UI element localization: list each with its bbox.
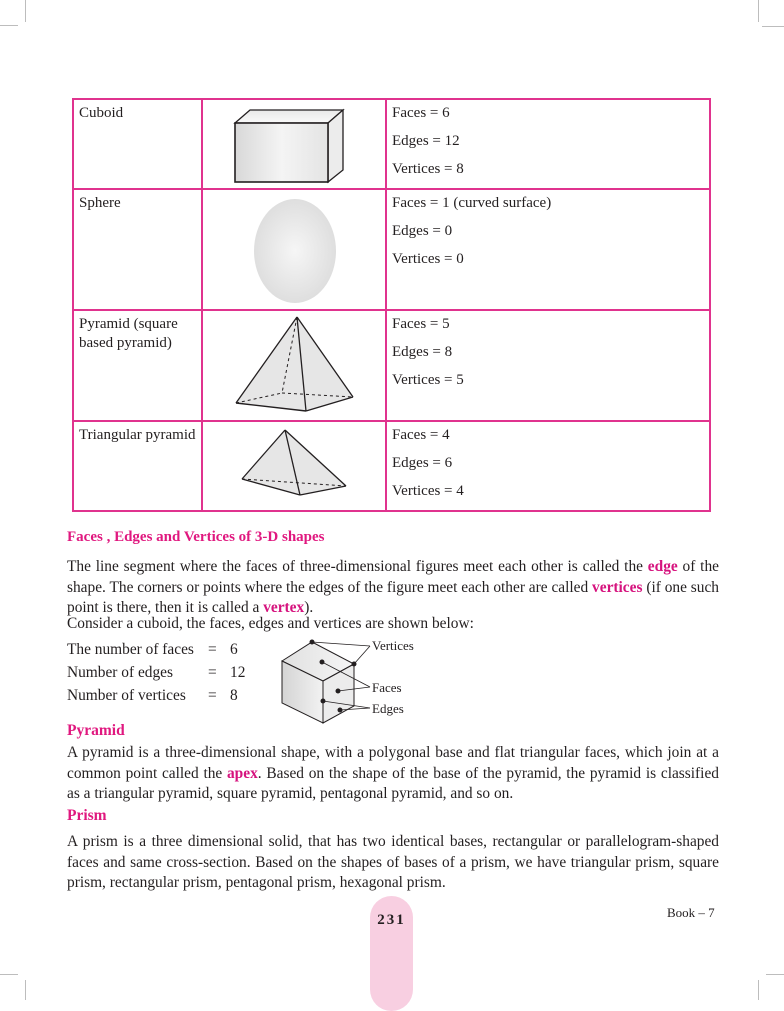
triangular-pyramid-icon	[203, 422, 385, 510]
text: . Based on the shape of the base of the pyramid, the pyramid is classified as a triangular pyramid, square pyramid, pentagonal pyramid, and so on.	[67, 764, 719, 802]
term-vertices: vertices	[592, 578, 643, 596]
text: of the shape. The corners or points where the edges of the figure meet each other are called	[67, 558, 719, 596]
faces-count: Faces = 5	[392, 316, 450, 332]
vertices-callout: Vertices	[372, 638, 414, 653]
edges-callout: Edges	[372, 701, 404, 716]
definition-paragraph	[67, 557, 719, 619]
shape-name: Pyramid (square based pyramid)	[73, 310, 202, 421]
faces-count: Faces = 4	[392, 427, 450, 443]
stat-value: 8	[230, 687, 238, 704]
shapes-table	[72, 98, 711, 512]
labeled-cuboid-diagram	[270, 635, 380, 725]
table-row	[73, 99, 710, 189]
text: The line segment where the faces of three-dimensional figures meet each other is called the	[67, 558, 648, 575]
intro-paragraph: Consider a cuboid, the faces, edges and vertices are shown below:	[67, 615, 474, 632]
page-number: 231	[377, 912, 406, 928]
square-pyramid-icon	[203, 311, 385, 422]
book-label: Book – 7	[667, 905, 715, 920]
pyramid-heading: Pyramid	[67, 722, 125, 739]
term-apex: apex	[226, 764, 258, 782]
vertices-count: Vertices = 4	[392, 483, 464, 499]
stat-label: The number of faces	[67, 641, 194, 658]
crop-mark	[25, 980, 26, 1000]
crop-mark	[766, 974, 784, 975]
table-row	[73, 421, 710, 511]
term-edge: edge	[647, 558, 678, 575]
crop-mark	[758, 980, 759, 1000]
page-number-tab	[370, 896, 413, 1011]
crop-mark	[0, 974, 18, 975]
table-row	[73, 310, 710, 421]
faces-callout: Faces	[372, 680, 402, 695]
pyramid-paragraph	[67, 743, 719, 805]
section-heading: Faces , Edges and Vertices of 3-D shapes	[67, 529, 325, 545]
equals-sign: =	[208, 641, 217, 658]
stat-label: Number of vertices	[67, 687, 186, 704]
vertices-count: Vertices = 0	[392, 251, 464, 267]
crop-mark	[25, 0, 26, 22]
shape-name: Cuboid	[73, 99, 202, 189]
cuboid-figure	[202, 99, 386, 189]
shape-name: Triangular pyramid	[73, 421, 202, 511]
equals-sign: =	[208, 664, 217, 681]
stat-value: 12	[230, 664, 246, 681]
sphere-icon	[203, 190, 385, 311]
edges-count: Edges = 12	[392, 133, 460, 149]
crop-mark	[0, 25, 18, 26]
text: ).	[304, 599, 314, 616]
vertices-count: Vertices = 5	[392, 372, 464, 388]
edges-count: Edges = 8	[392, 344, 453, 360]
sphere-figure	[202, 189, 386, 310]
edges-count: Edges = 6	[392, 455, 453, 471]
prism-heading: Prism	[67, 807, 107, 824]
crop-mark	[758, 0, 759, 22]
square-pyramid-figure	[202, 310, 386, 421]
shape-name: Sphere	[73, 189, 202, 310]
equals-sign: =	[208, 687, 217, 704]
term-vertex: vertex	[263, 599, 305, 616]
text: (if one such point is there, then it is called a	[67, 578, 719, 616]
prism-paragraph: A prism is a three dimensional solid, that has two identical bases, rectangular or parallelogram-shaped faces and same cross-section. Based on the shapes of bases of a prism, we have triangular prism, square prism, rectangular prism, pentagonal prism, hexagonal prism.	[67, 833, 719, 891]
stat-value: 6	[230, 641, 238, 658]
cuboid-icon	[203, 100, 385, 188]
text: A pyramid is a three-dimensional shape, with a polygonal base and flat triangular faces, which join at a common point called the	[67, 744, 719, 782]
table-row	[73, 189, 710, 310]
faces-count: Faces = 1 (curved surface)	[392, 195, 552, 211]
vertices-count: Vertices = 8	[392, 161, 464, 177]
faces-count: Faces = 6	[392, 105, 450, 121]
edges-count: Edges = 0	[392, 223, 453, 239]
stat-label: Number of edges	[67, 664, 173, 681]
crop-mark	[762, 26, 784, 27]
triangular-pyramid-figure	[202, 421, 386, 511]
